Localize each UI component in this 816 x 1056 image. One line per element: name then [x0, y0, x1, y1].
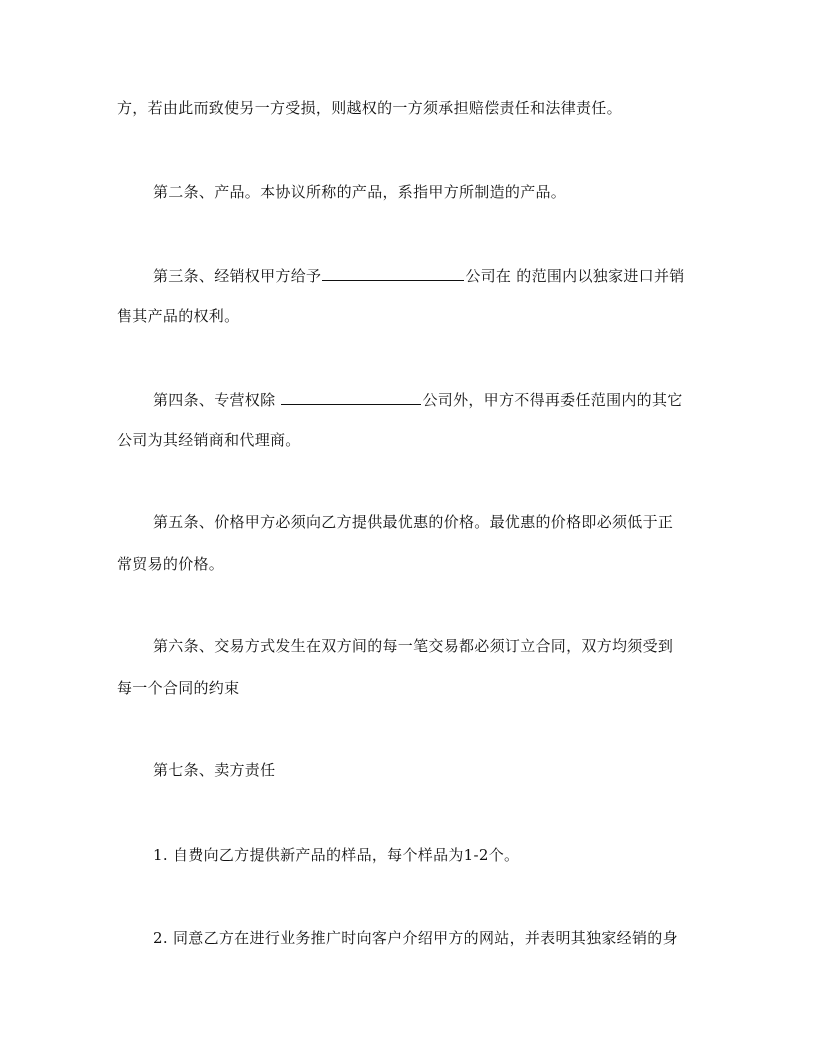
article-4-line-1 [0, 388, 816, 410]
text-line: 第三条、经销权甲方给予 [153, 267, 322, 285]
text-line: 1. 自费向乙方提供新产品的样品，每个样品为1-2个。 [153, 846, 520, 864]
text-line: 公司在 的范围内以独家进口并销 [465, 267, 685, 285]
article-3-line-2 [0, 306, 816, 326]
fill-in-blank[interactable] [281, 388, 421, 405]
text-line: 每一个合同的约束 [117, 679, 240, 697]
paragraph-line [0, 98, 816, 118]
fill-in-blank[interactable] [322, 264, 464, 281]
text-line: 方，若由此而致使另一方受损，则越权的一方须承担赔偿责任和法律责任。 [117, 99, 622, 117]
article-6-line-2 [0, 678, 816, 698]
text-line: 公司为其经销商和代理商。 [117, 431, 301, 449]
article-6-line-1 [0, 636, 816, 656]
list-item-1 [0, 845, 816, 865]
article-2 [0, 182, 816, 202]
text-line: 2. 同意乙方在进行业务推广时向客户介绍甲方的网站，并表明其独家经销的身 [153, 929, 678, 947]
article-3-line-1 [0, 264, 816, 286]
text-line: 第二条、产品。本协议所称的产品，系指甲方所制造的产品。 [153, 183, 567, 201]
text-line: 售其产品的权利。 [117, 307, 240, 325]
text-line: 公司外，甲方不得再委任范围内的其它 [422, 391, 683, 409]
text-line: 第五条、价格甲方必须向乙方提供最优惠的价格。最优惠的价格即必须低于正 [153, 513, 674, 531]
article-7-heading [0, 760, 816, 780]
text-line: 第四条、专营权除 [153, 391, 281, 409]
text-line: 第六条、交易方式发生在双方间的每一笔交易都必须订立合同，双方均须受到 [153, 637, 674, 655]
article-5-line-2 [0, 554, 816, 574]
article-4-line-2 [0, 430, 816, 450]
article-5-line-1 [0, 512, 816, 532]
text-line: 第七条、卖方责任 [153, 761, 276, 779]
text-line: 常贸易的价格。 [117, 555, 225, 573]
list-item-2 [0, 928, 816, 948]
